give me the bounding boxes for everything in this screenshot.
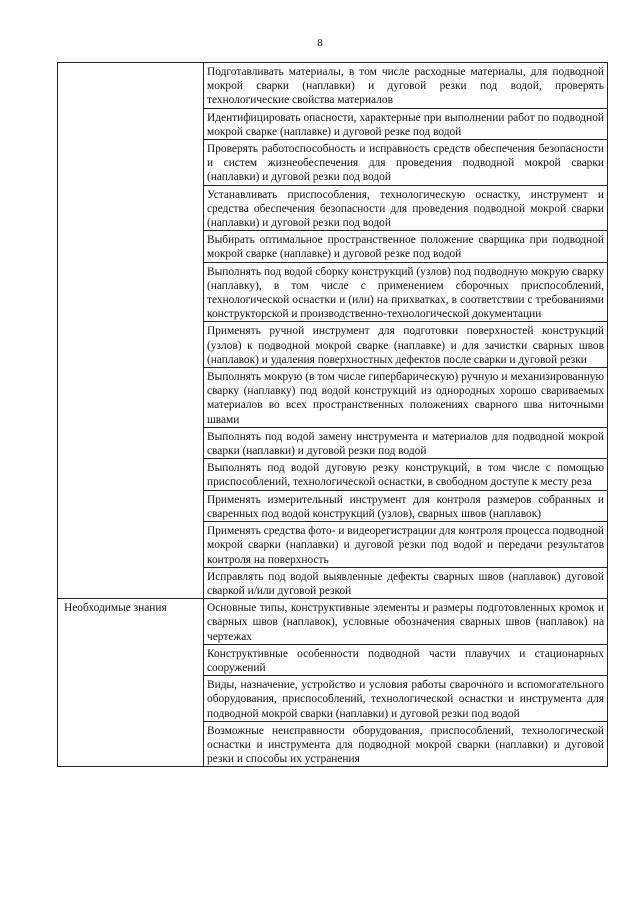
skill-item: Применять измерительный инструмент для контроля размеров собранных и сваренных под водой конструкций (узлов), сварных швов (наплавок) (204, 490, 608, 521)
knowledge-item: Возможные неисправности оборудования, приспособлений, технологической оснастки и инструмента для подводной мокрой сварки (наплавки) и дуговой резки и способы их устранения (204, 721, 608, 767)
skill-item: Применять средства фото- и видеорегистрации для контроля процесса подводной мокрой сварки (наплавки) и дуговой резки под водой и передачи результатов контроля на поверхность (204, 522, 608, 568)
professional-standard-table (57, 62, 608, 767)
skill-item: Выполнять мокрую (в том числе гипербарическую) ручную и механизированную сварку (наплавку) под водой конструкций из однородных хорошо свариваемых материалов во всех пространственных положениях сварного шва ниточными швами (204, 368, 608, 428)
skill-item: Применять ручной инструмент для подготовки поверхностей конструкций (узлов) к подводной мокрой сварке (наплавке) и для зачистки сварных швов (наплавок) и удаления поверхностных дефектов после сварки и дуговой резки (204, 322, 608, 368)
skill-item: Выполнять под водой сборку конструкций (узлов) под подводную мокрую сварку (наплавку), в том числе с применением сборочных приспособлений, технологической оснастки и (или) на прихватках, в соответствии с требованиями конструкторской и производственно-технологической документации (204, 262, 608, 322)
table-row (58, 599, 608, 645)
skill-item: Подготавливать материалы, в том числе расходные материалы, для подводной мокрой сварки (наплавки) и дуговой резки под водой, проверять технологические свойства материалов (204, 63, 608, 109)
skill-item: Проверять работоспособность и исправность средств обеспечения безопасности и систем жизнеобеспечения для проведения подводной мокрой сварки (наплавки) и дуговой резки под водой (204, 140, 608, 186)
skill-item: Идентифицировать опасности, характерные при выполнении работ по подводной мокрой сварке (наплавке) и дуговой резке под водой (204, 108, 608, 139)
knowledge-item: Конструктивные особенности подводной части плавучих и стационарных сооружений (204, 644, 608, 675)
skill-item: Исправлять под водой выявленные дефекты сварных швов (наплавок) дуговой сваркой и/или дуговой резкой (204, 567, 608, 598)
table-row (58, 63, 608, 109)
row-label (58, 63, 204, 599)
skill-item: Устанавливать приспособления, технологическую оснастку, инструмент и средства обеспечения безопасности для проведения подводной мокрой сварки (наплавки) и дуговой резки под водой (204, 185, 608, 231)
row-label-required-knowledge: Необходимые знания (58, 599, 204, 767)
page-number: 8 (317, 38, 323, 49)
skill-item: Выполнять под водой замену инструмента и материалов для подводной мокрой сварки (наплавки) и дуговой резки под водой (204, 427, 608, 458)
skill-item: Выполнять под водой дуговую резку конструкций, в том числе с помощью приспособлений, технологической оснастки, в свободном доступе к месту реза (204, 459, 608, 490)
knowledge-item: Основные типы, конструктивные элементы и размеры подготовленных кромок и сварных швов (наплавок), условные обозначения сварных швов (наплавок) на чертежах (204, 599, 608, 645)
knowledge-item: Виды, назначение, устройство и условия работы сварочного и вспомогательного оборудования, приспособлений, технологической оснастки и инструмента для подводной мокрой сварки (наплавки) и дуговой резки под водой (204, 676, 608, 722)
skill-item: Выбирать оптимальное пространственное положение сварщика при подводной мокрой сварке (наплавке) и дуговой резке под водой (204, 231, 608, 262)
